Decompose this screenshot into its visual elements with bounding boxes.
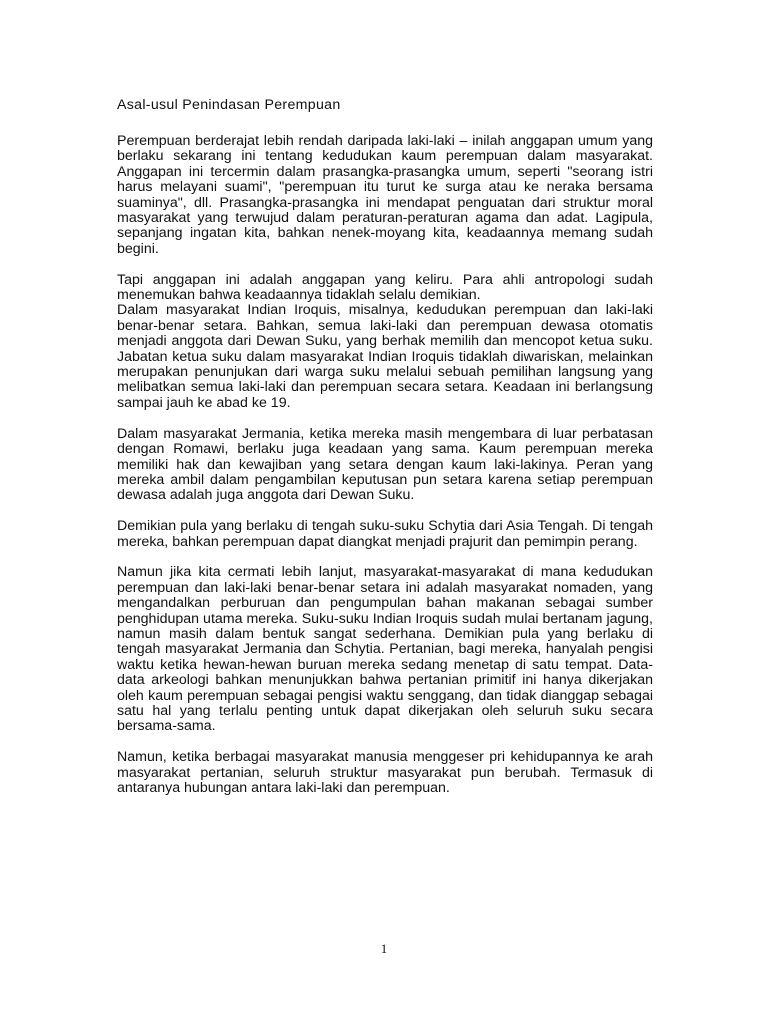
- paragraph-6: Namun jika kita cermati lebih lanjut, masyarakat-masyarakat di mana kedudukan perempuan dan laki-laki benar-benar setara ini adalah masyarakat nomaden, yang mengandalkan perburuan dan pengumpulan bahan makanan sebagai sumber penghidupan utama mereka. Suku-suku Indian Iroquis sudah mulai bertanam jagung, namun masih dalam bentuk sangat sederhana. Demikian pula yang berlaku di tengah masyarakat Jermania dan Schytia. Pertanian, bagi mereka, hanyalah pengisi waktu ketika hewan-hewan buruan mereka sedang menetap di satu tempat. Data-data arkeologi bahkan menunjukkan bahwa pertanian primitif ini hanya dikerjakan oleh kaum perempuan sebagai pengisi waktu senggang, dan tidak dianggap sebagai satu hal yang terlalu penting untuk dapat dikerjakan oleh seluruh suku secara bersama-sama.: [117, 564, 653, 735]
- paragraph-7: Namun, ketika berbagai masyarakat manusia menggeser pri kehidupannya ke arah masyarakat pertanian, seluruh struktur masyarakat pun berubah. Termasuk di antaranya hubungan antara laki-laki dan perempuan.: [117, 749, 653, 796]
- paragraph-2: Tapi anggapan ini adalah anggapan yang keliru. Para ahli antropologi sudah menemukan bahwa keadaannya tidaklah selalu demikian.: [117, 271, 653, 304]
- document-body: [117, 97, 653, 796]
- document-title: Asal-usul Penindasan Perempuan: [117, 97, 341, 113]
- paragraph-4: Dalam masyarakat Jermania, ketika mereka masih mengembara di luar perbatasan dengan Romawi, berlaku juga keadaan yang sama. Kaum perempuan mereka memiliki hak dan kewajiban yang setara dengan kaum laki-lakinya. Peran yang mereka ambil dalam pengambilan keputusan pun setara karena setiap perempuan dewasa adalah juga anggota dari Dewan Suku.: [117, 425, 653, 504]
- paragraph-3: Dalam masyarakat Indian Iroquis, misalnya, kedudukan perempuan dan laki-laki benar-benar setara. Bahkan, semua laki-laki dan perempuan dewasa otomatis menjadi anggota dari Dewan Suku, yang berhak memilih dan mencopot ketua suku. Jabatan ketua suku dalam masyarakat Indian Iroquis tidaklah diwariskan, melainkan merupakan penunjukan dari warga suku melalui sebuah pemilihan langsung yang melibatkan semua laki-laki dan perempuan secara setara. Keadaan ini berlangsung sampai jauh ke abad ke 19.: [117, 302, 653, 411]
- page-number: 1: [380, 941, 388, 956]
- paragraph-1: Perempuan berderajat lebih rendah daripada laki-laki – inilah anggapan umum yang berlaku sekarang ini tentang kedudukan kaum perempuan dalam masyarakat. Anggapan ini tercermin dalam prasangka-prasangka umum, seperti "seorang istri harus melayani suami", "perempuan itu turut ke surga atau ke neraka bersama suaminya", dll. Prasangka-prasangka ini mendapat penguatan dari struktur moral masyarakat yang terwujud dalam peraturan-peraturan agama dan adat. Lagipula, sepanjang ingatan kita, bahkan nenek-moyang kita, keadaannya memang sudah begini.: [117, 133, 653, 257]
- paragraph-5: Demikian pula yang berlaku di tengah suku-suku Schytia dari Asia Tengah. Di tengah mereka, bahkan perempuan dapat diangkat menjadi prajurit dan pemimpin perang.: [117, 518, 653, 550]
